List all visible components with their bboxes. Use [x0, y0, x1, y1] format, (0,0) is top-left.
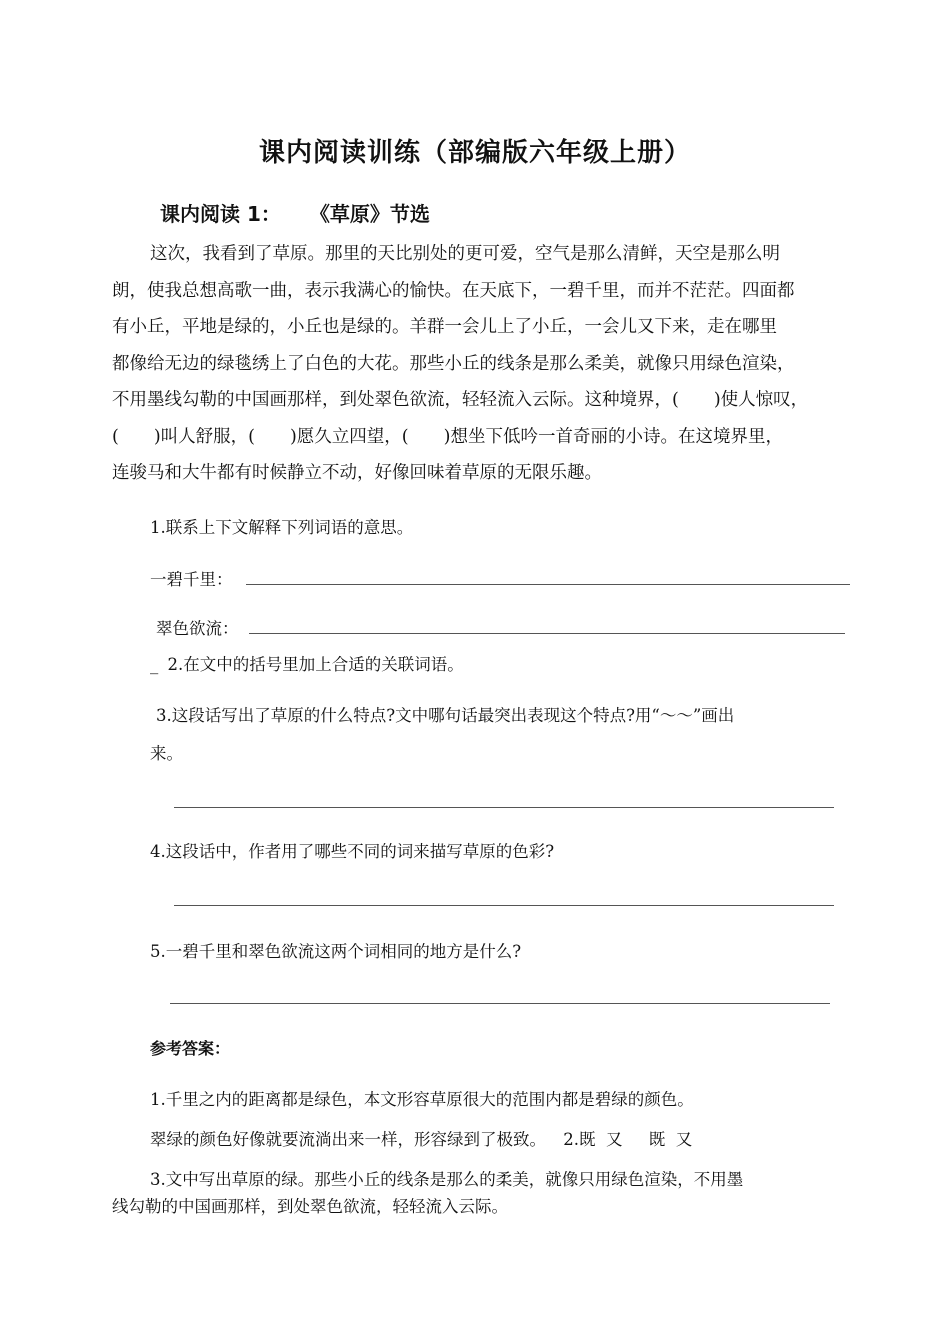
section-heading — [160, 198, 430, 227]
answer-1-line-1: 1.千里之内的距离都是绿色，本文形容草原很大的范围内都是碧绿的颜色。 — [150, 1090, 694, 1109]
passage-line: 朗，使我总想高歌一曲，表示我满心的愉快。在天底下，一碧千里，而并不茫茫。四面都 — [112, 280, 795, 301]
question-2 — [150, 651, 464, 675]
page-title: 课内阅读训练（部编版六年级上册） — [258, 138, 691, 168]
question-4: 4.这段话中，作者用了哪些不同的词来描写草原的色彩? — [150, 842, 555, 861]
term-label-2: 翠色欲流： — [156, 619, 239, 638]
passage-line: ( )叫人舒服，( )愿久立四望，( )想坐下低吟一首奇丽的小诗。在这境界里， — [112, 426, 783, 447]
answer-line-q5[interactable] — [170, 1003, 830, 1004]
passage-line: 都像给无边的绿毯绣上了白色的大花。那些小丘的线条是那么柔美，就像只用绿色渲染， — [112, 353, 795, 374]
answer-3-line-2: 线勾勒的中国画那样，到处翠色欲流，轻轻流入云际。 — [112, 1197, 508, 1216]
section-subtitle: 《草原》节选 — [309, 202, 430, 226]
passage — [112, 236, 862, 492]
passage-line: 有小丘，平地是绿的，小丘也是绿的。羊群一会儿上了小丘，一会儿又下来，走在哪里 — [112, 317, 777, 337]
answers-heading: 参考答案： — [150, 1039, 231, 1058]
passage-line: 不用墨线勾勒的中国画那样，到处翠色欲流，轻轻流入云际。这种境界，( )使人惊叹， — [112, 390, 809, 410]
answer-line-term-1[interactable] — [246, 584, 850, 585]
answer-line-q3[interactable] — [174, 807, 834, 808]
answer-1-line-2 — [150, 1126, 692, 1150]
term-label-1: 一碧千里： — [150, 570, 233, 589]
question-3-line-1: 3.这段话写出了草原的什么特点?文中哪句话最突出表现这个特点?用“～～”画出 — [156, 706, 735, 725]
question-2-text: 2.在文中的括号里加上合适的关联词语。 — [167, 655, 464, 674]
answer-line-term-2[interactable] — [249, 633, 845, 634]
answer-2-text: 2.既 又 既 又 — [563, 1130, 693, 1149]
passage-line: 连骏马和大牛都有时候静立不动，好像回味着草原的无限乐趣。 — [112, 463, 602, 483]
answer-3-line-1: 3.文中写出草原的绿。那些小丘的线条是那么的柔美，就像只用绿色渲染，不用墨 — [150, 1170, 744, 1189]
passage-line: 这次，我看到了草原。那里的天比别处的更可爱，空气是那么清鲜，天空是那么明 — [150, 244, 780, 264]
answer-1-text: 翠绿的颜色好像就要流淌出来一样，形容绿到了极致。 — [150, 1130, 546, 1149]
answer-line-q4[interactable] — [174, 905, 834, 906]
question-1: 1.联系上下文解释下列词语的意思。 — [150, 518, 414, 537]
question-2-prefix: _ — [150, 655, 159, 674]
section-label: 课内阅读 1： — [160, 202, 281, 226]
question-3-line-2: 来。 — [150, 744, 183, 763]
question-5: 5.一碧千里和翠色欲流这两个词相同的地方是什么? — [150, 942, 522, 961]
